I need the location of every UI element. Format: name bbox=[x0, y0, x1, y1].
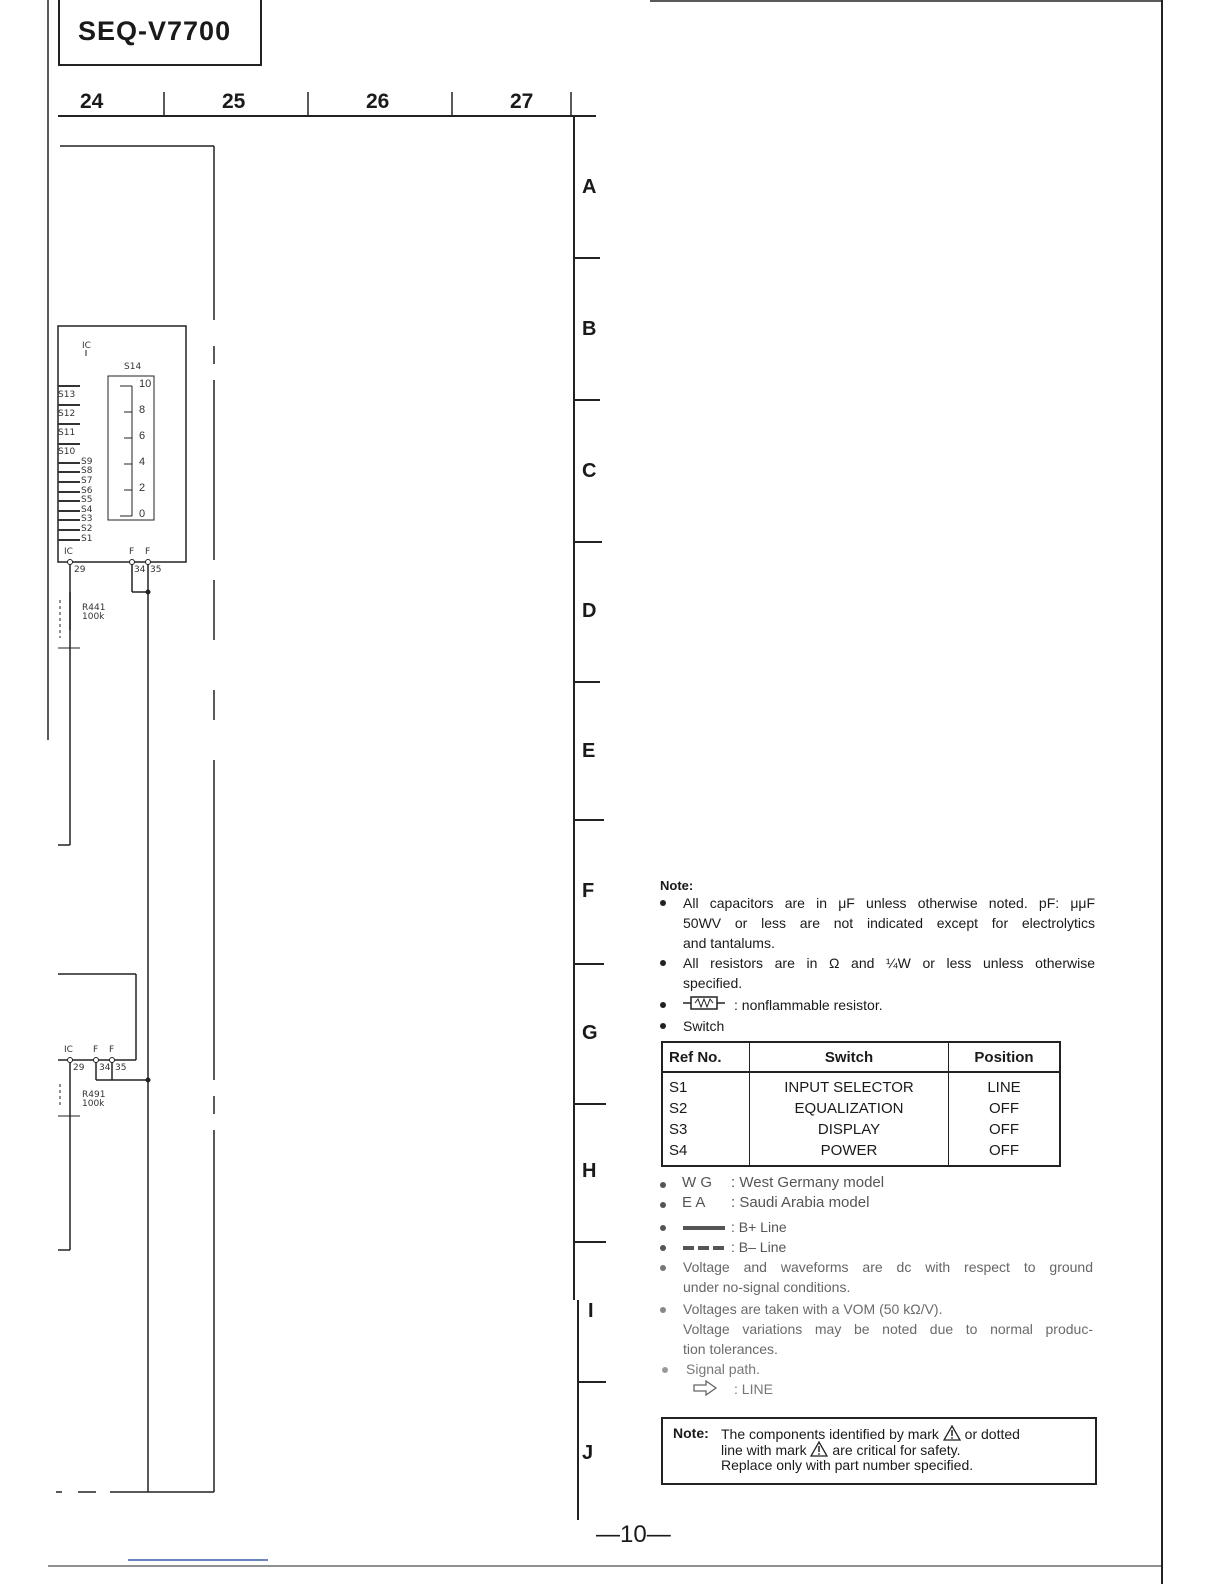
switch-line: S9 bbox=[58, 458, 98, 468]
header-ref-no: Ref No. bbox=[662, 1042, 750, 1072]
ref-no-cell: S3 bbox=[662, 1119, 750, 1140]
legend-vom-line1: Voltages are taken with a VOM (50 kΩ/V). bbox=[683, 1301, 943, 1317]
resistor-r491-value: 100k bbox=[82, 1099, 105, 1109]
row-h: H bbox=[582, 1160, 597, 1182]
legend-voltage-note bbox=[683, 1257, 1093, 1297]
switch-line: S1 bbox=[58, 535, 98, 545]
legend-vom-line3: tion tolerances. bbox=[683, 1341, 778, 1357]
switch-position: 10 bbox=[139, 378, 152, 390]
position-cell: OFF bbox=[949, 1119, 1061, 1140]
ic-label-top: IC bbox=[82, 341, 91, 351]
b-plus-line-icon bbox=[683, 1226, 725, 1230]
resistor-r441-value: 100k bbox=[82, 612, 105, 622]
bullet-icon bbox=[660, 960, 666, 966]
bullet-icon bbox=[660, 1202, 666, 1208]
pin-34-top: 34 bbox=[134, 565, 146, 575]
switch-line: S3 bbox=[58, 515, 98, 525]
bullet-icon bbox=[660, 1002, 666, 1008]
bullet-icon bbox=[660, 1307, 666, 1313]
row-f: F bbox=[582, 880, 595, 902]
model-title: SEQ-V7700 bbox=[78, 16, 232, 46]
safety-note-line3: Replace only with part number specified. bbox=[721, 1457, 974, 1473]
note-capacitors-line2: 50WV or less are not indicated except for electrolytics bbox=[683, 915, 1095, 931]
pin-35-top: 35 bbox=[150, 565, 162, 575]
page-number: —10— bbox=[596, 1521, 671, 1548]
switch-position: 6 bbox=[139, 430, 146, 442]
note-capacitors bbox=[683, 893, 1095, 953]
legend-voltage-line2: under no-signal conditions. bbox=[683, 1279, 851, 1295]
nonflammable-resistor-icon bbox=[683, 995, 735, 1011]
switch-line: S7 bbox=[58, 477, 98, 487]
pin-34-bottom: 34 bbox=[99, 1063, 111, 1073]
note-capacitors-line1: All capacitors are in μF unless otherwise noted. pF: μμF bbox=[683, 895, 1095, 911]
legend-b-minus: : B– Line bbox=[731, 1239, 787, 1255]
pin-29-top: 29 bbox=[74, 565, 86, 575]
switch-line: S11 bbox=[58, 419, 98, 438]
switch-line: S5 bbox=[58, 496, 98, 506]
b-minus-line-icon bbox=[683, 1246, 725, 1250]
table-row bbox=[662, 1119, 1060, 1140]
pin-f1-top: F bbox=[129, 547, 135, 557]
legend-signal-line: : LINE bbox=[734, 1381, 773, 1397]
legend-wg-code: W G bbox=[682, 1174, 712, 1191]
switch-position: 0 bbox=[139, 508, 146, 520]
bullet-icon bbox=[660, 900, 666, 906]
ref-no-cell: S1 bbox=[662, 1072, 750, 1098]
switch-position: 2 bbox=[139, 482, 146, 494]
table-row bbox=[662, 1098, 1060, 1119]
note-switch: Switch bbox=[683, 1018, 725, 1034]
pin-ic-bottom: IC bbox=[64, 1045, 73, 1055]
bullet-icon bbox=[660, 1182, 666, 1188]
ref-no-cell: S2 bbox=[662, 1098, 750, 1119]
bullet-icon bbox=[660, 1225, 666, 1231]
switch-line: S12 bbox=[58, 400, 98, 419]
switch-cell: INPUT SELECTOR bbox=[750, 1072, 949, 1098]
header-switch: Switch bbox=[750, 1042, 949, 1072]
warning-triangle-icon bbox=[810, 1441, 828, 1457]
legend-vom-note bbox=[683, 1299, 1093, 1359]
safety-note-line1 bbox=[721, 1425, 1020, 1442]
legend-ea-code: E A bbox=[682, 1194, 706, 1211]
switch-cell: DISPLAY bbox=[750, 1119, 949, 1140]
legend-ea-desc: : Saudi Arabia model bbox=[731, 1194, 870, 1211]
bullet-icon bbox=[660, 1265, 666, 1271]
row-a: A bbox=[582, 176, 597, 198]
legend-vom-line2: Voltage variations may be noted due to normal produc- bbox=[683, 1321, 1093, 1337]
pin-ic-top: IC bbox=[64, 547, 73, 557]
row-b: B bbox=[582, 318, 597, 340]
switch-line: S13 bbox=[58, 381, 98, 400]
signal-arrow-icon bbox=[692, 1380, 720, 1396]
header-position: Position bbox=[949, 1042, 1061, 1072]
switch-position: 8 bbox=[139, 404, 146, 416]
safety-note-line2 bbox=[721, 1441, 961, 1458]
safety-note-line1-text: The components identified by mark bbox=[721, 1426, 939, 1442]
switch-line: S6 bbox=[58, 487, 98, 497]
note-nonflammable: : nonflammable resistor. bbox=[734, 997, 883, 1013]
pin-f1-bottom: F bbox=[93, 1045, 99, 1055]
pin-f2-top: F bbox=[145, 547, 151, 557]
switch-cell: POWER bbox=[750, 1140, 949, 1166]
legend-wg-desc: : West Germany model bbox=[731, 1174, 885, 1191]
note-resistors bbox=[683, 953, 1095, 993]
switch-line: S8 bbox=[58, 467, 98, 477]
safety-note-line2b-text: are critical for safety. bbox=[832, 1442, 961, 1458]
note-capacitors-line3: and tantalums. bbox=[683, 935, 775, 951]
safety-note-line1b-text: or dotted bbox=[964, 1426, 1020, 1442]
switch-cell: EQUALIZATION bbox=[750, 1098, 949, 1119]
safety-note-line2-text: line with mark bbox=[721, 1442, 807, 1458]
table-row bbox=[662, 1140, 1060, 1166]
legend-b-plus: : B+ Line bbox=[731, 1219, 787, 1235]
pin-35-bottom: 35 bbox=[115, 1063, 127, 1073]
row-d: D bbox=[582, 600, 597, 622]
switch-line: S4 bbox=[58, 506, 98, 516]
warning-triangle-icon bbox=[943, 1425, 961, 1441]
switch-line: S2 bbox=[58, 525, 98, 535]
pin-f2-bottom: F bbox=[109, 1045, 115, 1055]
resistor-r491-name: R491 bbox=[82, 1090, 106, 1100]
switch-position-list bbox=[139, 378, 151, 534]
legend-voltage-line1: Voltage and waveforms are dc with respect to ground bbox=[683, 1259, 1093, 1275]
legend-signal-path: Signal path. bbox=[686, 1361, 760, 1377]
resistor-r441-name: R441 bbox=[82, 603, 106, 613]
row-c: C bbox=[582, 460, 597, 482]
column-27: 27 bbox=[510, 90, 534, 113]
position-cell: OFF bbox=[949, 1140, 1061, 1166]
switch-label: S14 bbox=[124, 362, 142, 372]
column-24: 24 bbox=[80, 90, 104, 113]
bullet-icon bbox=[660, 1245, 666, 1251]
switch-position: 4 bbox=[139, 456, 146, 468]
note-resistors-line1: All resistors are in Ω and ¼W or less unless otherwise bbox=[683, 955, 1095, 971]
column-26: 26 bbox=[366, 90, 390, 113]
position-cell: LINE bbox=[949, 1072, 1061, 1098]
column-25: 25 bbox=[222, 90, 246, 113]
bullet-icon bbox=[662, 1367, 668, 1373]
row-i: I bbox=[588, 1300, 594, 1322]
switch-table-header bbox=[662, 1042, 1060, 1072]
switch-line-list bbox=[58, 381, 98, 544]
switch-table bbox=[661, 1041, 1061, 1167]
safety-note-label: Note: bbox=[673, 1425, 709, 1441]
note-resistors-line2: specified. bbox=[683, 975, 743, 991]
bullet-icon bbox=[660, 1023, 666, 1029]
pin-29-bottom: 29 bbox=[73, 1063, 85, 1073]
ref-no-cell: S4 bbox=[662, 1140, 750, 1166]
row-j: J bbox=[582, 1442, 594, 1464]
safety-note-box bbox=[661, 1417, 1097, 1485]
switch-line: S10 bbox=[58, 439, 98, 458]
row-g: G bbox=[582, 1022, 598, 1044]
row-e: E bbox=[582, 740, 596, 762]
notes-heading: Note: bbox=[660, 878, 694, 893]
position-cell: OFF bbox=[949, 1098, 1061, 1119]
table-row bbox=[662, 1072, 1060, 1098]
